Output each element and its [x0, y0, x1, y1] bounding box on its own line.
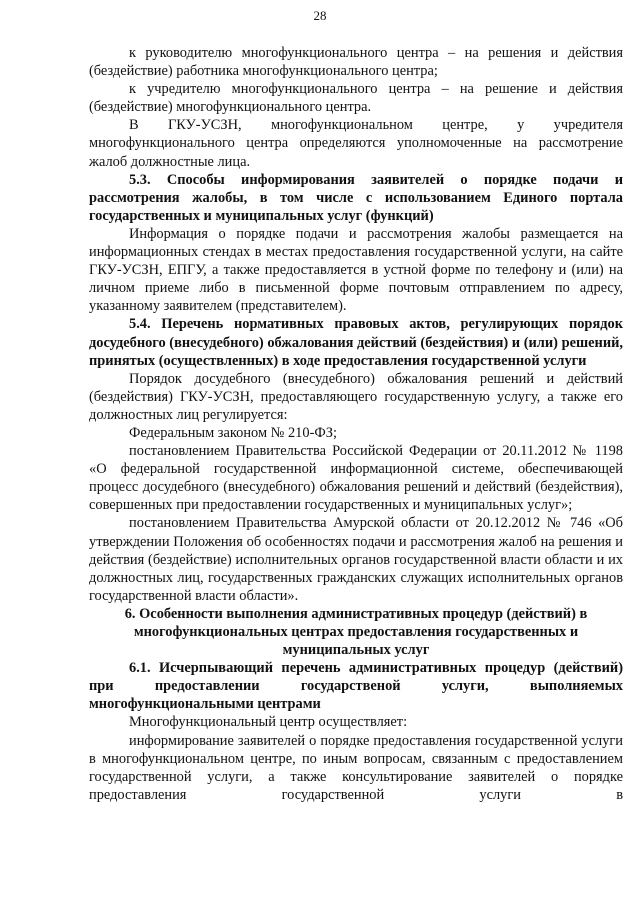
list-item-government-resolution: постановлением Правительства Российской Федерации от 20.11.2012 № 1198 «О федеральной государственной информационной системе, обеспечивающей процесс досудебного (внесудебного) обжалования решений и действий (бездействия), совершенных при предоставлении государственных и муниципальных услуг»;	[89, 443, 623, 514]
paragraph-appeal-procedure: Порядок досудебного (внесудебного) обжалования решений и действий (бездействия) ГКУ-УСЗН, предоставляющего государственную услугу, а также его должностных лиц регулируется:	[89, 370, 623, 423]
section-heading-6-1: 6.1. Исчерпывающий перечень административных процедур (действий) при предоставлении государственой услуги, выполняемых многофункциональными центрами	[89, 660, 623, 713]
document-body	[89, 44, 623, 804]
section-heading-5-4: 5.4. Перечень нормативных правовых актов, регулирующих порядок досудебного (внесудебного) обжалования действий (бездействия) и (или) решений, принятых (осуществленных) в ходе предоставления государственной услуги	[89, 316, 623, 369]
paragraph-authorized-officials: В ГКУ-УСЗН, многофункциональном центре, у учредителя многофункционального центра определяются уполномоченные на рассмотрение жалоб должностные лица.	[89, 117, 623, 170]
list-item-amur-resolution: постановлением Правительства Амурской области от 20.12.2012 № 746 «Об утверждении Положения об особенностях подачи и рассмотрения жалоб на решения и действия (бездействие) исполнительных органов государственной власти области и их должностных лиц, государственных гражданских служащих исполнительных органов государственной власти области».	[89, 515, 623, 604]
page-number: 28	[313, 8, 327, 23]
paragraph-complaint-information: Информация о порядке подачи и рассмотрения жалобы размещается на информационных стендах в местах предоставления государственной услуги, на сайте ГКУ-УСЗН, ЕПГУ, а также предоставляется в устной форме по телефону и (или) на личном приеме либо в письменной форме почтовым отправлением по адресу, указанному заявителем (представителем).	[89, 225, 623, 315]
paragraph-mfc-performs: Многофункциональный центр осуществляет:	[129, 714, 408, 731]
list-item-informing-applicants: информирование заявителей о порядке предоставления государственной услуги в многофункциональном центре, по иным вопросам, связанным с предоставлением государственной услуги, а также консультирование заявителей о порядке предоставления государственной услуги в	[89, 732, 623, 803]
section-heading-5-3: 5.3. Способы информирования заявителей о порядке подачи и рассмотрения жалобы, в том числе с использованием Единого портала государственных и муниципальных услуг (функций)	[89, 171, 623, 224]
list-item-federal-law: Федеральным законом № 210-ФЗ;	[129, 424, 337, 441]
paragraph-appeal-to-mfc-head: к руководителю многофункционального центра – на решения и действия (бездействие) работника многофункционального центра;	[89, 45, 623, 80]
paragraph-appeal-to-mfc-founder: к учредителю многофункционального центра – на решение и действия (бездействие) многофункционального центра.	[89, 81, 623, 116]
section-heading-6: 6. Особенности выполнения административных процедур (действий) в многофункциональных центрах предоставления государственных и муниципальных услуг	[124, 605, 588, 659]
